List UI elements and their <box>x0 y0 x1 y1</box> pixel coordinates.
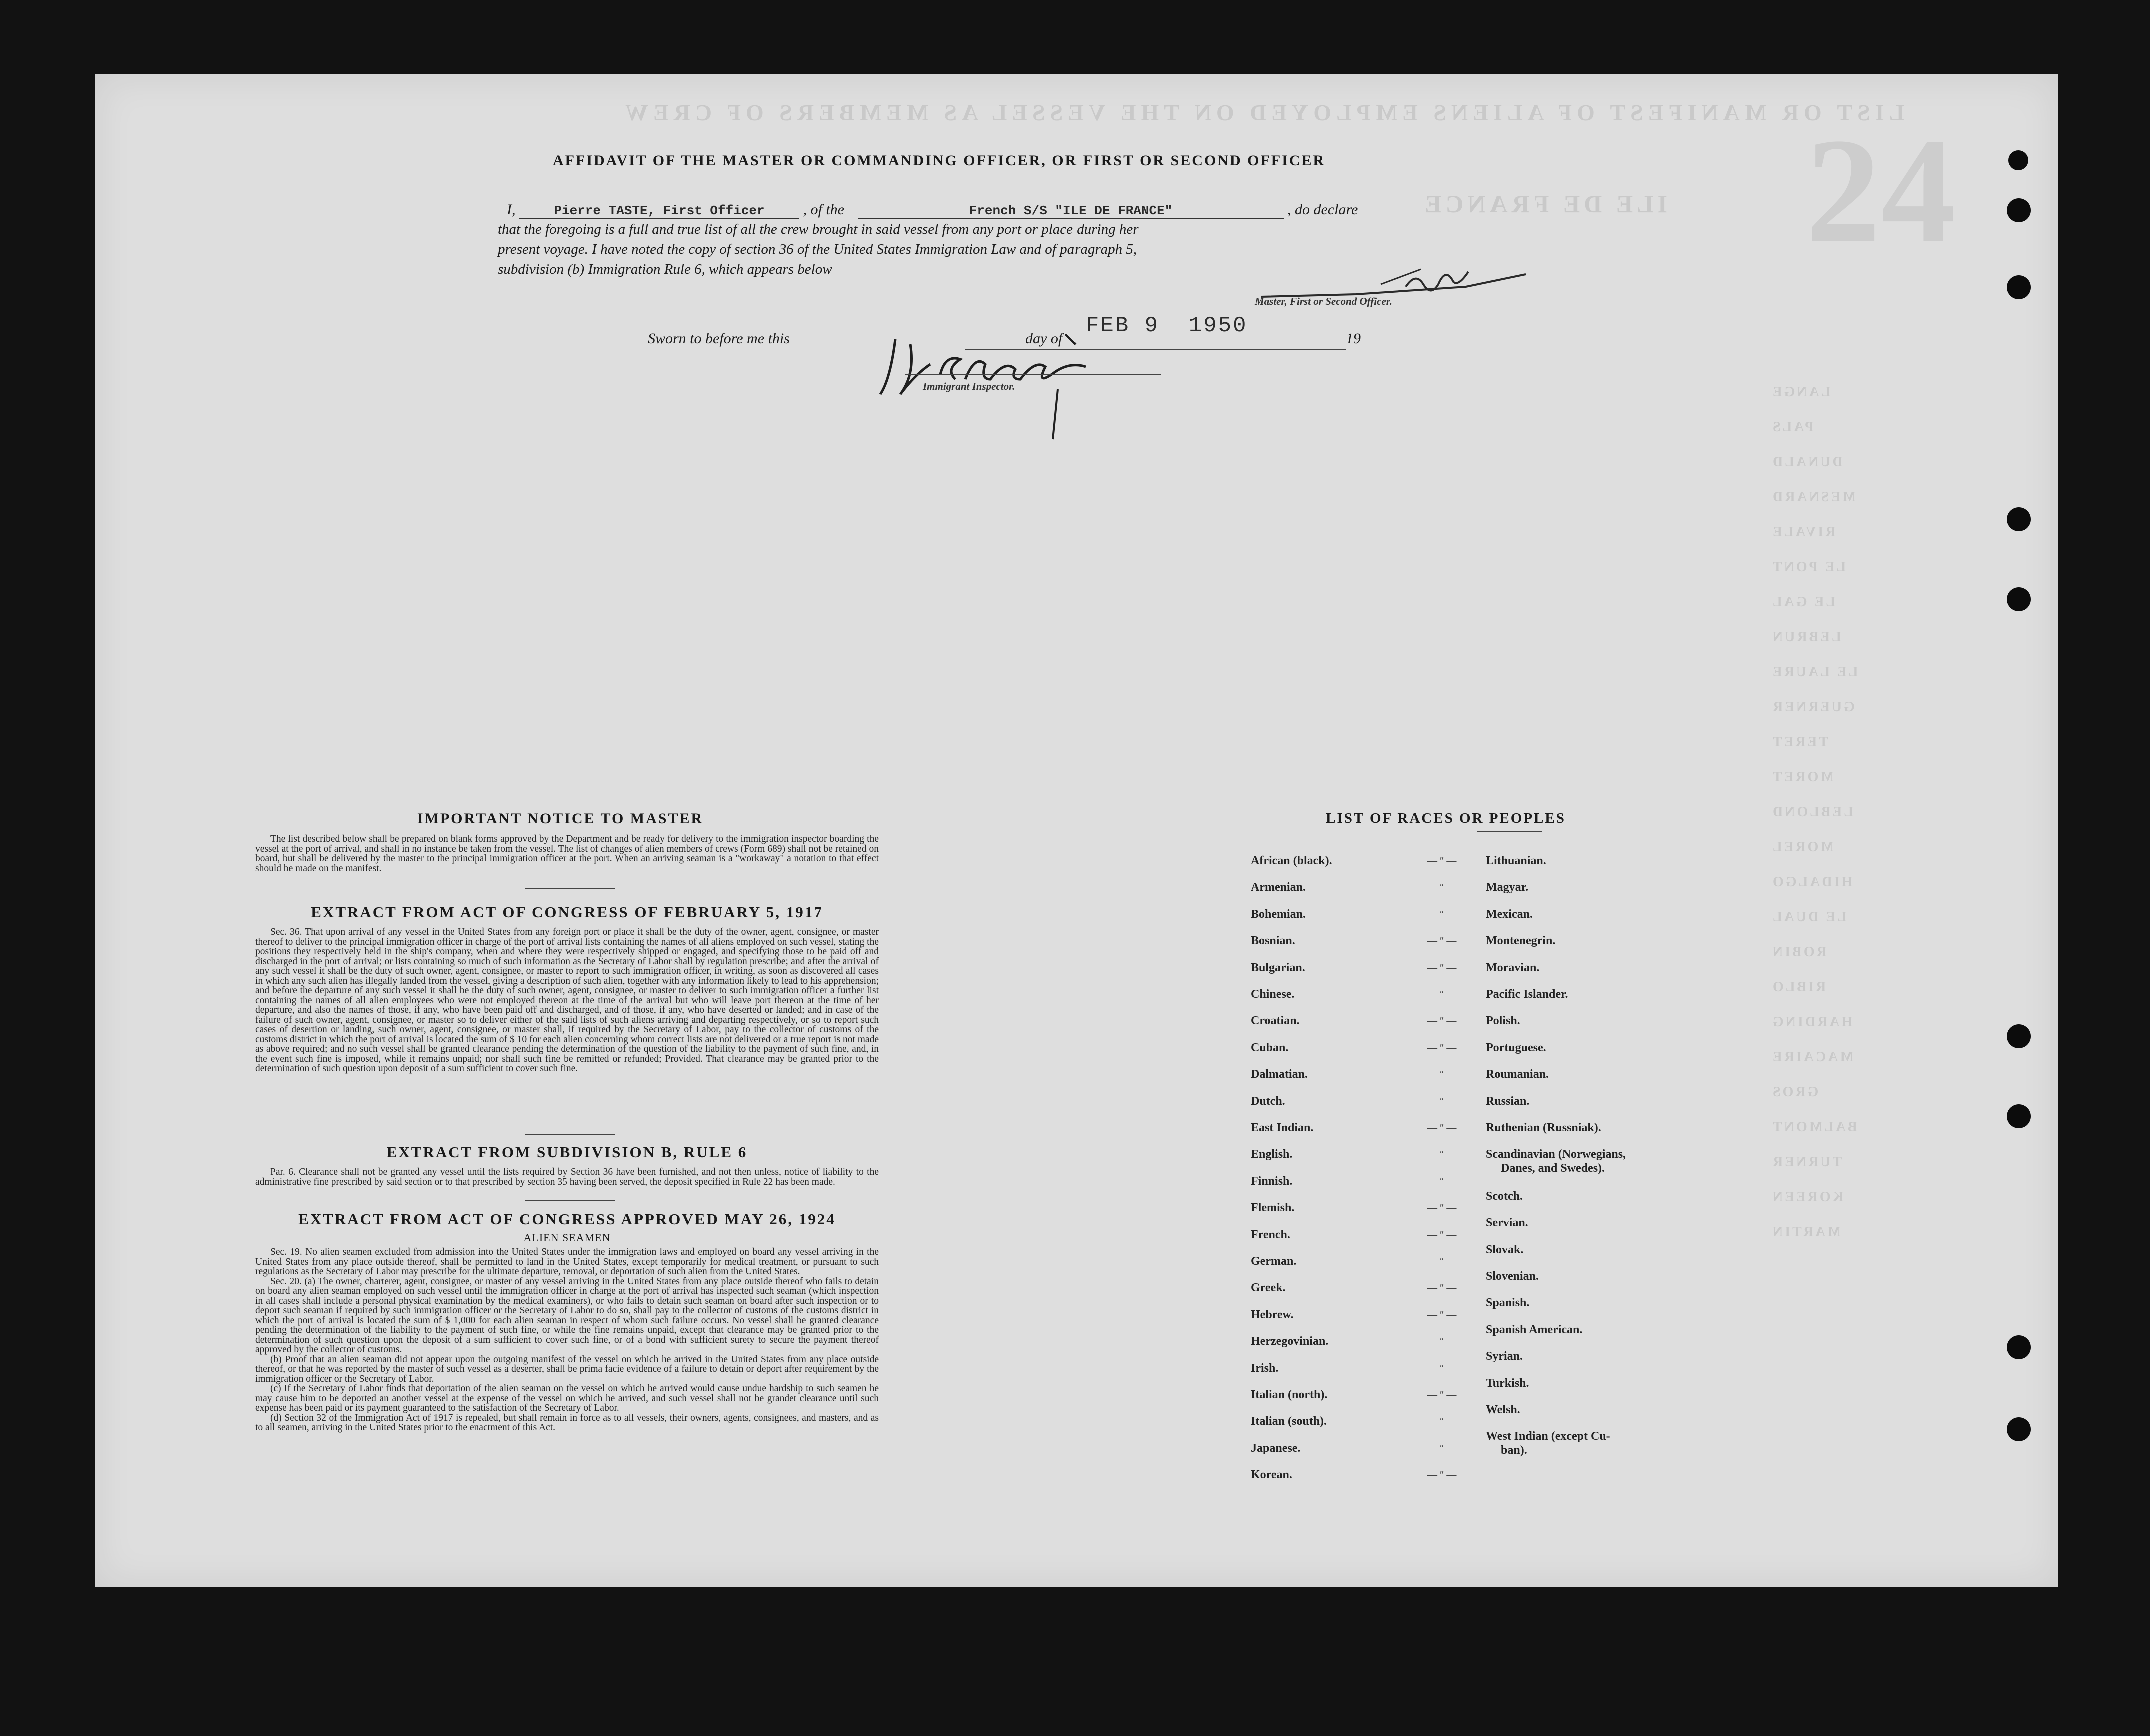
ditto-mark: — ″ — <box>1427 1122 1457 1133</box>
affidavit-line-1 <box>507 201 1358 219</box>
race-entry: Servian. <box>1486 1216 1528 1230</box>
bleed-through-name: MACAIRE <box>1771 1049 1853 1065</box>
race-entry: German. <box>1251 1255 1297 1268</box>
race-entry: English. <box>1251 1148 1293 1161</box>
race-entry: Ruthenian (Russniak). <box>1486 1121 1601 1134</box>
race-entry: Japanese. <box>1251 1441 1301 1455</box>
punch-hole <box>2007 507 2031 531</box>
year-prefix: 19 <box>1346 330 1361 347</box>
bleed-through-name: LE DUAL <box>1771 909 1847 925</box>
race-entry: Dutch. <box>1251 1094 1285 1108</box>
race-entry-continuation: Danes, and Swedes). <box>1501 1162 1605 1175</box>
race-entry: Mexican. <box>1486 907 1533 921</box>
race-entry: Croatian. <box>1251 1014 1300 1028</box>
bleed-through-name: HIDALGO <box>1771 874 1853 890</box>
affidavit-line-3: present voyage. I have noted the copy of section 36 of the United States Immigration Law and of paragraph 5, <box>498 241 1137 257</box>
ditto-mark: — ″ — <box>1427 855 1457 866</box>
affidavit-line-4: subdivision (b) Immigration Rule 6, which appears below <box>498 261 832 277</box>
race-entry: Chinese. <box>1251 988 1295 1001</box>
race-entry: Moravian. <box>1486 961 1540 974</box>
affidavit-intro: I, <box>507 201 516 218</box>
punch-hole <box>2007 198 2031 222</box>
race-entry: Russian. <box>1486 1094 1530 1108</box>
extract-1917-divider <box>525 1134 615 1135</box>
subdivision-text: Par. 6. Clearance shall not be granted any vessel until the lists required by Section 36 have been furnished, and not then unless, notice of liability to the administrative fine prescribed by said section or to that prescribed by section 35 having been served, the deposit specified in Rule 22 has been made. <box>255 1167 879 1187</box>
race-entry: Spanish. <box>1486 1296 1530 1310</box>
races-title-underline <box>1477 831 1542 832</box>
day-of-label: day of <box>1025 330 1063 347</box>
sec-19-text: Sec. 19. No alien seamen excluded from admission into the United States under the immigration laws and employed on board any vessel arriving in the United States from any place outside thereof, shall be permitted to land in the United States, except temporarily for medical treatment, or pursuant to such regulations as the Secretary of Labor may prescribe for the ultimate departure, removal, or deportation of such alien from the United States. <box>255 1247 879 1277</box>
bleed-through-name: TURNER <box>1771 1154 1842 1170</box>
ditto-mark: — ″ — <box>1427 1015 1457 1027</box>
punch-hole <box>2008 150 2028 170</box>
race-entry: West Indian (except Cu- <box>1486 1430 1610 1443</box>
race-entry: Montenegrin. <box>1486 934 1556 948</box>
race-entry: Korean. <box>1251 1468 1292 1482</box>
extract-1917-body <box>255 927 879 1074</box>
sec-20a-text: Sec. 20. (a) The owner, charterer, agent, consignee, or master of any vessel arriving in the United States from any place outside thereof who fails to detain on board any alien seaman employed on such vessel until the immigration officer in charge at the port of arrival has inspected such seaman (which inspection in all cases shall include a personal physical examination by the medical examiners), or who fails to detain such seaman on board after such inspection or to deport such seaman if required by such immigration officer or the Secretary of Labor to do so, shall pay to the collector of customs of the customs district in which the port of arrival is located the sum of $ 1,000 for each alien seaman in respect of whom such failure occurs. No vessel shall be granted clearance pending the determination of the liability to the payment of such fine, or while the fine remains unpaid, except that clearance may be granted prior to the determination of such question upon the deposit of a sum sufficient to cover such fine, or of a bond with sufficient surety to secure the payment thereof approved by the collector of customs. <box>255 1276 879 1355</box>
race-entry: Bosnian. <box>1251 934 1295 948</box>
alien-seamen-subtitle: ALIEN SEAMEN <box>523 1231 611 1244</box>
bleed-through-name: MESNARD <box>1771 489 1856 505</box>
extract-1917-text: Sec. 36. That upon arrival of any vessel in the United States from any foreign port or place it shall be the duty of the owner, agent, consignee, or master thereof to deliver to the principal immigration officer in charge of the port of arrival lists containing the names of all aliens employed on such vessel, stating the positions they respectively held in the ship's company, when and where they were respectively shipped or engaged, and specifying those to be paid off and discharged in the port of arrival; or lists containing so much of such information as the Secretary of Labor shall by regulation prescribe; and after the arrival of any such vessel it shall be the duty of such owner, agent, consignee, or master to report to such immigration officer, in writing, as soon as discovered all cases in which any such alien has illegally landed from the vessel, giving a description of such alien, together with any information likely to lead to his apprehension; and before the departure of any such vessel it shall be the duty of such owner, agent, consignee, or master to deliver to such immigration officer a further list containing the names of all alien employees who were not employed thereon at the time of the arrival but who will leave port thereon at the time of her departure, and also the names of those, if any, who have been paid off and discharged, and of those, if any, who have deserted or landed; and in case of the failure of such owner, agent, consignee, or master so to deliver either of the said lists of such aliens arriving and departing respectively, or so to report such cases of desertion or landing, such owner, agent, consignee, or master shall, if required by the Secretary of Labor, pay to the collector of customs of the customs district in which the port of arrival is located the sum of $ 10 for each alien concerning whom correct lists are not delivered or a true report is not made as above required; and no such vessel shall be granted clearance pending the determination of the question of the liability to the payment of such fine, and, in the event such fine is imposed, while it remains unpaid; nor shall such fine be remitted or refunded; Provided. That clearance may be granted prior to the determination of such question upon deposit of a sum sufficient to cover such fine. <box>255 927 879 1074</box>
ditto-mark: — ″ — <box>1427 1389 1457 1400</box>
bleed-through-name: MORET <box>1771 769 1834 785</box>
race-entry-continuation: ban). <box>1501 1444 1527 1457</box>
bleed-through-name: MARTIN <box>1771 1224 1841 1240</box>
ditto-mark: — ″ — <box>1427 1175 1457 1187</box>
race-entry: Magyar. <box>1486 881 1529 894</box>
race-entry: Scandinavian (Norwegians, <box>1486 1148 1626 1161</box>
sec-20c-text: (c) If the Secretary of Labor finds that deportation of the alien seaman on the vessel on which he arrived would cause undue hardship to such seamen he may cause him to be deported an another vessel at the expense of the vessel on which he arrived, and such vessel shall not be grandet clearance until such expense has been paid or its payment guaranteed to the satisfaction of the Secretary of Labor. <box>255 1383 879 1413</box>
bleed-through-name: DUNALD <box>1771 454 1843 470</box>
date-stamp: FEB 9 1950 <box>1086 313 1248 338</box>
punch-hole <box>2007 587 2031 611</box>
punch-hole <box>2007 1104 2031 1128</box>
race-entry: Syrian. <box>1486 1350 1523 1363</box>
bleed-through-name: LE PONT <box>1771 559 1846 575</box>
race-entry: Slovak. <box>1486 1243 1524 1256</box>
ditto-mark: — ″ — <box>1427 1202 1457 1214</box>
ditto-mark: — ″ — <box>1427 1469 1457 1481</box>
bleed-through-name: RIVALE <box>1771 524 1836 540</box>
ditto-mark: — ″ — <box>1427 935 1457 947</box>
bleed-through-name: LE LAURE <box>1771 664 1858 680</box>
bleed-through-header: LIST OR MANIFEST OF ALIENS EMPLOYED ON THE VESSEL AS MEMBERS OF CREW <box>620 100 1905 125</box>
race-entry: Armenian. <box>1251 881 1306 894</box>
bleed-through-name: BALMONT <box>1771 1119 1857 1135</box>
bleed-through-name: ROBIN <box>1771 944 1827 960</box>
ditto-mark: — ″ — <box>1427 1095 1457 1107</box>
inspector-underline <box>905 374 1161 375</box>
affidavit-do-declare: , do declare <box>1287 201 1358 218</box>
race-entry: Herzegovinian. <box>1251 1335 1329 1348</box>
subdivision-title: EXTRACT FROM SUBDIVISION B, RULE 6 <box>386 1143 748 1161</box>
race-entry: Irish. <box>1251 1361 1279 1375</box>
affidavit-title: AFFIDAVIT OF THE MASTER OR COMMANDING OFFICER, OR FIRST OR SECOND OFFICER <box>553 152 1326 169</box>
officer-name: Pierre TASTE, First Officer <box>519 203 799 219</box>
sec-20b-text: (b) Proof that an alien seaman did not appear upon the outgoing manifest of the vessel on which he arrived in the United States from any place outside thereof, or that he was reported by the master of such vessel as a deserter, shall be prima facie evidence of a failure to detain or deport after requirement by the immigration officer or the Secretary of Labor. <box>255 1354 879 1384</box>
bleed-through-name: GUERNER <box>1771 699 1855 715</box>
ditto-mark: — ″ — <box>1427 1442 1457 1454</box>
bleed-through-name: LE GAL <box>1771 594 1836 610</box>
ditto-mark: — ″ — <box>1427 1069 1457 1080</box>
ditto-mark: — ″ — <box>1427 1282 1457 1294</box>
ditto-mark: — ″ — <box>1427 1256 1457 1267</box>
sworn-label: Sworn to before me this <box>648 330 790 347</box>
bleed-through-mark: 24 <box>1806 107 1956 273</box>
bleed-through-name: LEBLOND <box>1771 804 1853 820</box>
race-entry: Flemish. <box>1251 1201 1295 1215</box>
bleed-through-name: RIBLO <box>1771 979 1826 995</box>
manifest-page <box>95 74 2058 1587</box>
race-entry: Spanish American. <box>1486 1323 1583 1336</box>
race-entry: African (black). <box>1251 854 1332 867</box>
bleed-through-name: TERET <box>1771 734 1828 750</box>
ditto-mark: — ″ — <box>1427 1362 1457 1374</box>
vessel-name: French S/S "ILE DE FRANCE" <box>858 203 1284 219</box>
inspector-caption: Immigrant Inspector. <box>923 380 1015 392</box>
race-entry: Lithuanian. <box>1486 854 1546 867</box>
bleed-through-name: HARDING <box>1771 1014 1853 1030</box>
bleed-through-name: LEBRUN <box>1771 629 1841 645</box>
notice-title: IMPORTANT NOTICE TO MASTER <box>417 810 704 827</box>
ditto-mark: — ″ — <box>1427 882 1457 893</box>
ditto-mark: — ″ — <box>1427 1229 1457 1240</box>
sec-20d-text: (d) Section 32 of the Immigration Act of 1917 is repealed, but shall remain in force as to all vessels, their owners, agents, consignees, and masters, and as to all seamen, arriving in the United States prior to the enactment of this Act. <box>255 1412 879 1433</box>
affidavit-line-2: that the foregoing is a full and true list of all the crew brought in said vessel from any port or place during her <box>498 221 1139 237</box>
race-entry: Scotch. <box>1486 1189 1523 1203</box>
ditto-mark: — ″ — <box>1427 989 1457 1000</box>
ditto-mark: — ″ — <box>1427 1042 1457 1053</box>
race-entry: Slovenian. <box>1486 1270 1539 1283</box>
race-entry: Portuguese. <box>1486 1041 1546 1054</box>
subdivision-body <box>255 1167 879 1187</box>
race-entry: Cuban. <box>1251 1041 1289 1054</box>
bleed-through-name: LANGE <box>1771 384 1831 400</box>
extract-1917-title: EXTRACT FROM ACT OF CONGRESS OF FEBRUARY 5, 1917 <box>311 903 823 921</box>
master-caption: Master, First or Second Officer. <box>1255 295 1392 307</box>
race-entry: Turkish. <box>1486 1376 1529 1390</box>
races-title: LIST OF RACES OR PEOPLES <box>1326 810 1566 826</box>
notice-text: The list described below shall be prepared on blank forms approved by the Department and be ready for delivery to the immigration inspector boarding the vessel at the port of arrival, and shall in no instance be taken from the vessel. The list of changes of alien members of crews (Form 689) shall not be retained on board, but shall be delivered by the master to the principal immigration officer at the port. When an arriving seaman is a "workaway" a notation to that effect should be made on the manifest. <box>255 834 879 874</box>
race-entry: Polish. <box>1486 1014 1520 1028</box>
bleed-through-name: GROS <box>1771 1084 1819 1100</box>
race-entry: Italian (north). <box>1251 1388 1328 1401</box>
race-entry: French. <box>1251 1228 1290 1241</box>
affidavit-of-the: , of the <box>803 201 844 218</box>
subdivision-divider <box>525 1200 615 1201</box>
notice-divider <box>525 888 615 889</box>
punch-hole <box>2007 275 2031 299</box>
race-entry: Pacific Islander. <box>1486 988 1568 1001</box>
punch-hole <box>2007 1024 2031 1048</box>
race-entry: Finnish. <box>1251 1174 1293 1188</box>
ditto-mark: — ″ — <box>1427 1149 1457 1160</box>
race-entry: Bohemian. <box>1251 907 1306 921</box>
ditto-mark: — ″ — <box>1427 1336 1457 1347</box>
ditto-mark: — ″ — <box>1427 1416 1457 1427</box>
race-entry: Roumanian. <box>1486 1068 1549 1081</box>
bleed-through-name: PALS <box>1771 419 1814 435</box>
ditto-mark: — ″ — <box>1427 962 1457 973</box>
ditto-mark: — ″ — <box>1427 1309 1457 1320</box>
bleed-through-vessel: ILE DE FRANCE <box>1421 190 1667 218</box>
race-entry: Dalmatian. <box>1251 1068 1308 1081</box>
ditto-mark: — ″ — <box>1427 908 1457 920</box>
bleed-through-name: KOREEN <box>1771 1189 1844 1205</box>
extract-1924-body <box>255 1247 879 1433</box>
race-entry: Italian (south). <box>1251 1415 1327 1428</box>
bleed-through-name: MOREL <box>1771 839 1834 855</box>
race-entry: East Indian. <box>1251 1121 1314 1134</box>
extract-1924-title: EXTRACT FROM ACT OF CONGRESS APPROVED MAY 26, 1924 <box>298 1210 836 1228</box>
notice-body <box>255 834 879 873</box>
race-entry: Greek. <box>1251 1281 1286 1295</box>
race-entry: Welsh. <box>1486 1403 1520 1416</box>
race-entry: Bulgarian. <box>1251 961 1305 974</box>
punch-hole <box>2007 1335 2031 1359</box>
punch-hole <box>2007 1417 2031 1441</box>
race-entry: Hebrew. <box>1251 1308 1294 1321</box>
